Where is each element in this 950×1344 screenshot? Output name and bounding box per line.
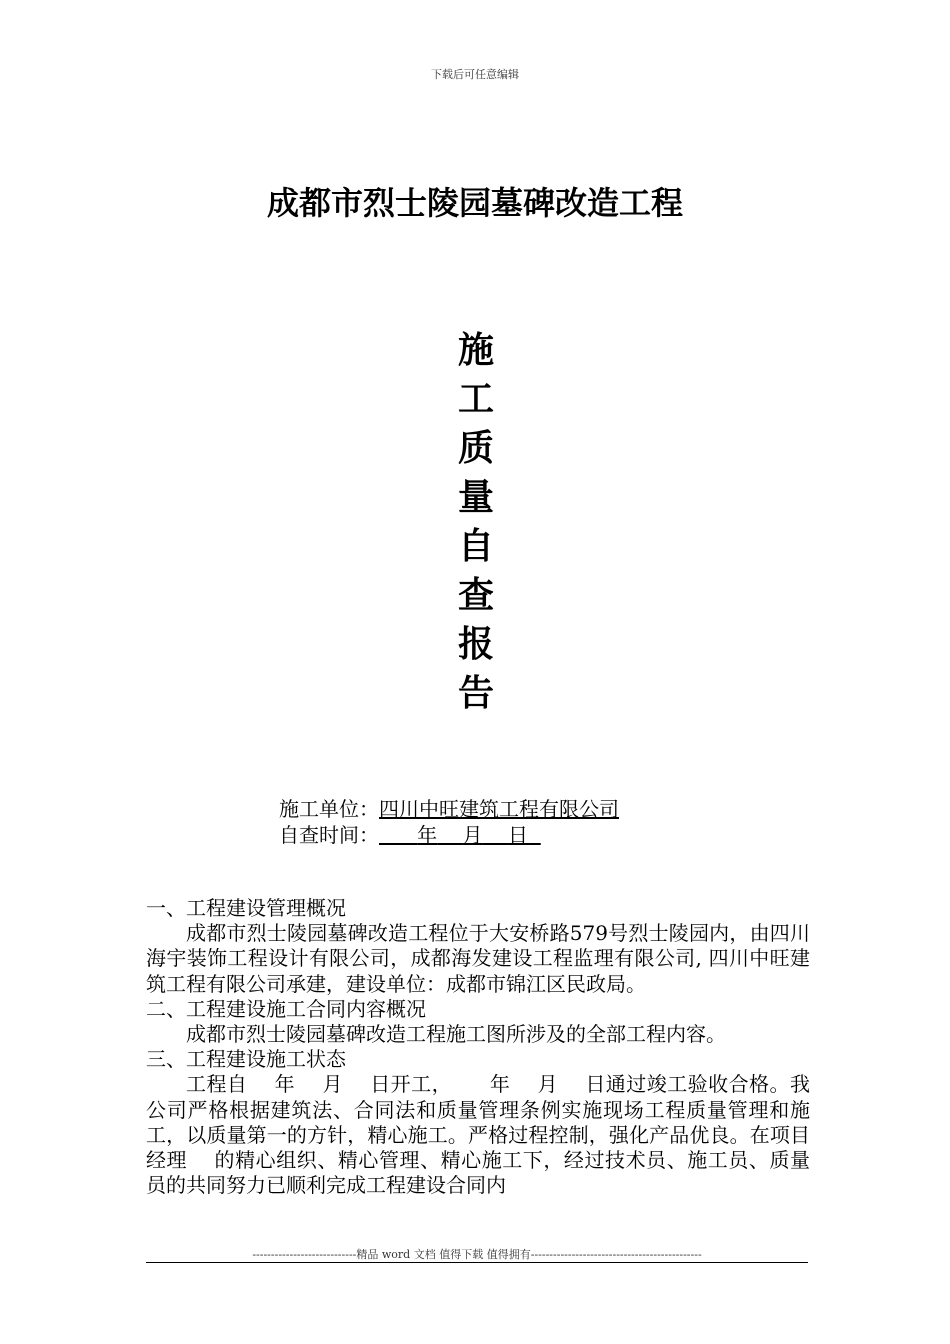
report-body xyxy=(146,896,810,1198)
vertical-report-title xyxy=(450,326,502,718)
header-note: 下载后可任意编辑 xyxy=(431,68,519,81)
construction-unit-line xyxy=(279,796,619,822)
time-year: 年 xyxy=(417,823,438,847)
inspection-time-line xyxy=(279,822,541,848)
construction-unit-value: 四川中旺建筑工程有限公司 xyxy=(379,797,619,821)
footer-divider xyxy=(146,1262,808,1263)
section-heading: 三、工程建设施工状态 xyxy=(146,1047,346,1072)
section-heading: 一、工程建设管理概况 xyxy=(146,896,346,920)
section-paragraph: 工程自 年 月 日开工， 年 月 日通过竣工验收合格。我公司严格根据建筑法、合同法和质量管理条例实施现场工程质量管理和施工，以质量第一的方针，精心施工。严格过程控制，强化产品优良。在项目经理 的精心组织、精心管理、精心施工下，经过技术员、施工员、质量员的共同努力已顺利完成工程建设合同内 xyxy=(146,1072,810,1198)
title-char: 量 xyxy=(457,477,494,518)
title-char: 报 xyxy=(457,624,494,665)
title-char: 查 xyxy=(457,575,494,616)
footer-note: ----------------------------精品 word 文档 值得下载 值得拥有---------------------------------------------- xyxy=(252,1248,702,1261)
title-char: 施 xyxy=(457,330,494,371)
title-char: 自 xyxy=(457,526,494,567)
section-paragraph: 成都市烈士陵园墓碑改造工程位于大安桥路579号烈士陵园内，由四川海宇装饰工程设计有限公司，成都海发建设工程监理有限公司, 四川中旺建筑工程有限公司承建，建设单位：成都市锦江区民政局。 xyxy=(146,921,810,996)
time-month: 月 xyxy=(462,823,483,847)
inspection-time-label: 自查时间： xyxy=(279,823,379,847)
title-char: 告 xyxy=(457,673,494,714)
section-heading: 二、工程建设施工合同内容概况 xyxy=(146,996,426,1021)
main-title: 成都市烈士陵园墓碑改造工程 xyxy=(266,184,683,222)
section-paragraph: 成都市烈士陵园墓碑改造工程施工图所涉及的全部工程内容。 xyxy=(186,1022,726,1047)
time-day: 日 xyxy=(508,823,529,847)
title-char: 工 xyxy=(457,379,494,420)
construction-unit-label: 施工单位： xyxy=(279,797,379,821)
title-char: 质 xyxy=(457,428,494,469)
